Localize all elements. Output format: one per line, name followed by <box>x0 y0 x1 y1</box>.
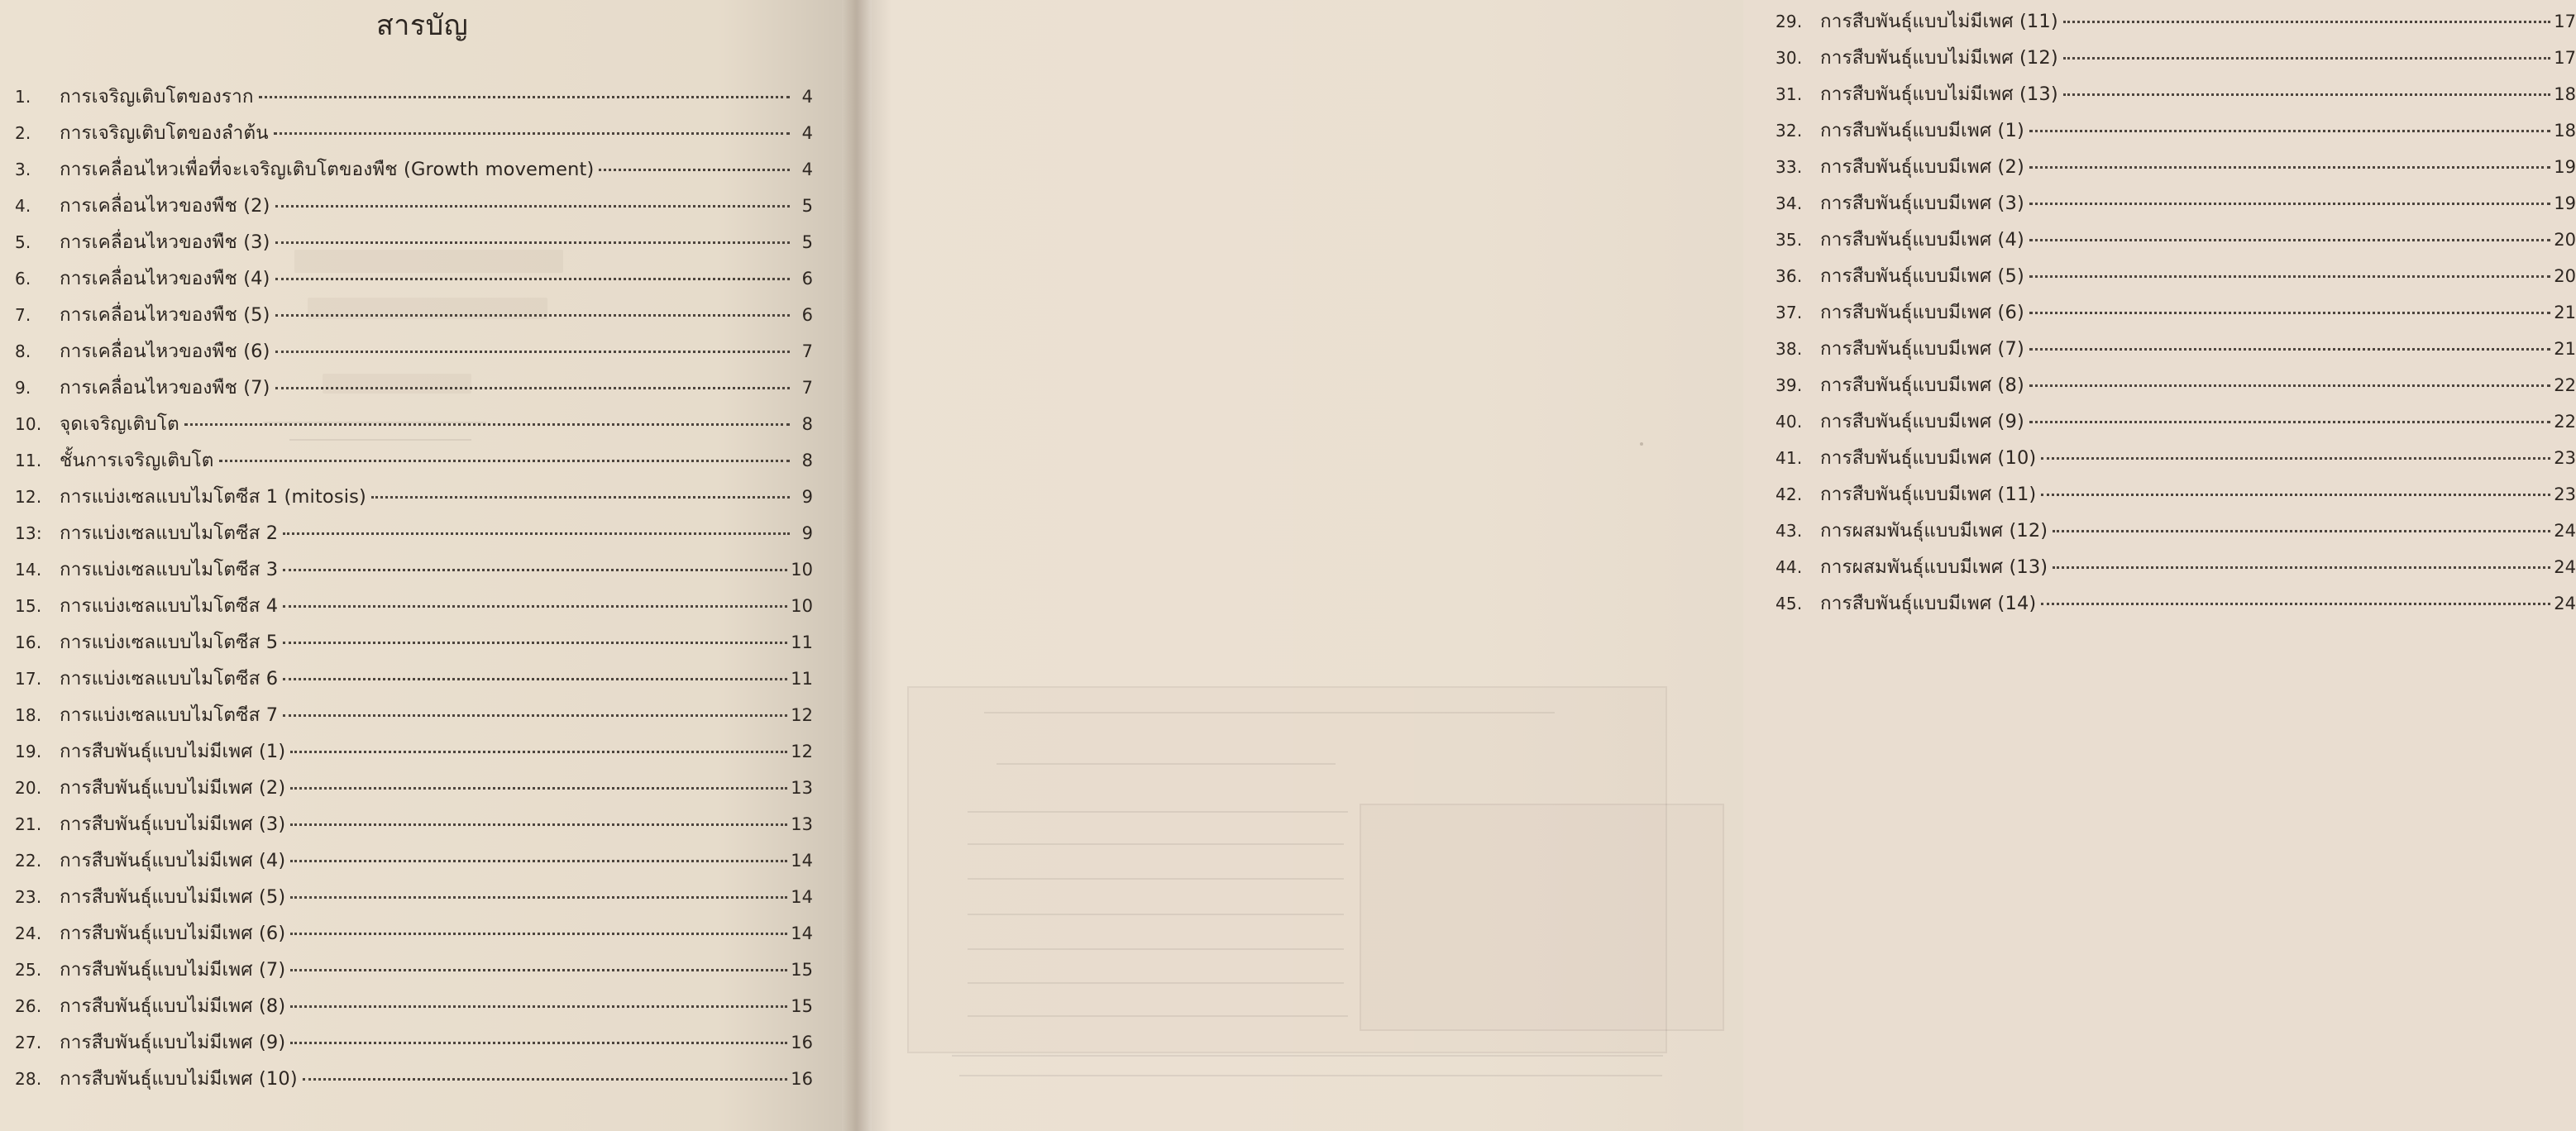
toc-entry-number: 26. <box>15 996 42 1016</box>
toc-entry <box>1775 449 2576 485</box>
background-bleed-line <box>968 878 1344 880</box>
toc-entry-title: การสืบพันธุ์แบบไม่มีเพศ (10) <box>60 1068 298 1090</box>
dot-leader <box>290 860 787 862</box>
background-bleed-line <box>968 843 1344 845</box>
toc-left-list <box>15 88 813 1106</box>
toc-entry <box>15 561 813 597</box>
toc-entry-title: การสืบพันธุ์แบบไม่มีเพศ (3) <box>60 814 286 835</box>
toc-entry-page-number: 15 <box>791 960 813 980</box>
toc-entry <box>15 451 813 488</box>
dot-leader <box>290 787 787 790</box>
toc-entry-page-number: 6 <box>801 305 813 325</box>
toc-entry-number: 39. <box>1775 375 1803 395</box>
toc-entry-title: การแบ่งเซลแบบไมโตซีส 2 <box>60 523 279 544</box>
toc-entry <box>1775 122 2576 158</box>
toc-entry-title: การสืบพันธุ์แบบไม่มีเพศ (9) <box>60 1032 286 1053</box>
toc-entry-page-number: 14 <box>791 851 813 871</box>
background-bleed-line <box>996 763 1336 765</box>
toc-entry-title: การผสมพันธุ์แบบมีเพศ (12) <box>1820 520 2048 542</box>
left-page <box>0 0 856 1131</box>
dot-leader <box>290 1005 787 1008</box>
dot-leader <box>2041 494 2550 496</box>
dot-leader <box>290 896 787 899</box>
toc-entry-number: 19. <box>15 742 42 761</box>
toc-entry-number: 21. <box>15 814 42 834</box>
dot-leader <box>2029 203 2550 205</box>
dot-leader <box>2029 166 2550 169</box>
toc-entry <box>1775 267 2576 303</box>
paper-speck <box>1640 442 1643 446</box>
toc-entry-number: 29. <box>1775 12 1803 31</box>
toc-entry-page-number: 8 <box>801 414 813 434</box>
toc-entry-page-number: 22 <box>2554 412 2576 432</box>
dot-leader <box>2029 239 2550 241</box>
toc-entry <box>15 488 813 524</box>
dot-leader <box>290 969 787 971</box>
dot-leader <box>290 823 787 826</box>
toc-entry-number: 43. <box>1775 521 1803 541</box>
toc-entry-number: 40. <box>1775 412 1803 432</box>
background-bleed-line <box>968 1015 1348 1017</box>
dot-leader <box>219 460 790 462</box>
toc-entry <box>1775 158 2576 194</box>
toc-entry-number: 11. <box>15 451 42 470</box>
toc-entry-number: 41. <box>1775 448 1803 468</box>
dot-leader <box>275 314 790 317</box>
toc-entry-number: 23. <box>15 887 42 907</box>
dot-leader <box>275 278 790 280</box>
toc-entry-page-number: 17 <box>2554 12 2576 31</box>
toc-entry <box>15 742 813 779</box>
toc-entry <box>15 633 813 670</box>
toc-entry-title: การสืบพันธุ์แบบไม่มีเพศ (2) <box>60 777 286 799</box>
dot-leader <box>2063 21 2550 23</box>
toc-entry-page-number: 9 <box>801 523 813 543</box>
dot-leader <box>275 241 790 244</box>
toc-entry-title: การเคลื่อนไหวของพืช (6) <box>60 341 270 362</box>
toc-entry-title: การสืบพันธุ์แบบมีเพศ (4) <box>1820 229 2024 251</box>
toc-entry-number: 10. <box>15 414 42 434</box>
dot-leader <box>283 569 787 571</box>
dot-leader <box>2029 312 2550 314</box>
toc-entry-title: การสืบพันธุ์แบบมีเพศ (9) <box>1820 411 2024 432</box>
toc-entry-title: การสืบพันธุ์แบบมีเพศ (5) <box>1820 265 2024 287</box>
toc-entry <box>15 888 813 924</box>
toc-entry-page-number: 4 <box>801 123 813 143</box>
toc-entry <box>1775 12 2576 49</box>
toc-entry-title: การแบ่งเซลแบบไมโตซีส 5 <box>60 632 279 653</box>
toc-entry-title: การแบ่งเซลแบบไมโตซีส 1 (mitosis) <box>60 486 366 508</box>
toc-entry <box>15 852 813 888</box>
toc-entry-number: 24. <box>15 923 42 943</box>
toc-entry-title: การสืบพันธุ์แบบไม่มีเพศ (1) <box>60 741 286 762</box>
toc-entry-number: 22. <box>15 851 42 871</box>
toc-entry-title: การเคลื่อนไหวของพืช (7) <box>60 377 270 398</box>
toc-entry-number: 13: <box>15 523 42 543</box>
dot-leader <box>2029 421 2550 423</box>
toc-entry-number: 16. <box>15 632 42 652</box>
toc-entry <box>15 1070 813 1106</box>
background-bleed-line <box>952 1055 1663 1057</box>
toc-entry-number: 2. <box>15 123 31 143</box>
toc-entry-title: การสืบพันธุ์แบบมีเพศ (6) <box>1820 302 2024 323</box>
toc-entry <box>15 670 813 706</box>
toc-entry-number: 30. <box>1775 48 1803 68</box>
toc-entry <box>1775 303 2576 340</box>
toc-entry <box>1775 85 2576 122</box>
toc-entry <box>15 88 813 124</box>
dot-leader <box>303 1078 787 1081</box>
toc-entry-number: 42. <box>1775 484 1803 504</box>
dot-leader <box>184 423 790 426</box>
toc-entry-number: 35. <box>1775 230 1803 250</box>
toc-entry <box>15 197 813 233</box>
toc-entry-number: 31. <box>1775 84 1803 104</box>
toc-entry <box>1775 522 2576 558</box>
toc-entry-title: การเคลื่อนไหวของพืช (3) <box>60 231 270 253</box>
dot-leader <box>259 96 790 98</box>
toc-entry-title: การแบ่งเซลแบบไมโตซีส 6 <box>60 668 279 690</box>
toc-entry <box>15 342 813 379</box>
toc-entry-title: การสืบพันธุ์แบบไม่มีเพศ (4) <box>60 850 286 871</box>
toc-entry-page-number: 7 <box>801 378 813 398</box>
dot-leader <box>283 642 787 644</box>
toc-entry-page-number: 22 <box>2554 375 2576 395</box>
toc-entry-title: การสืบพันธุ์แบบมีเพศ (1) <box>1820 120 2024 141</box>
toc-entry-title: การสืบพันธุ์แบบไม่มีเพศ (6) <box>60 923 286 944</box>
toc-entry-page-number: 11 <box>791 669 813 689</box>
toc-entry <box>15 961 813 997</box>
dot-leader <box>283 605 787 608</box>
dot-leader <box>275 205 790 208</box>
toc-right-list <box>1775 12 2576 631</box>
toc-entry-title: การแบ่งเซลแบบไมโตซีส 7 <box>60 704 279 726</box>
toc-entry-title: ชั้นการเจริญเติบโต <box>60 450 214 471</box>
toc-entry-number: 37. <box>1775 303 1803 322</box>
background-bleed-line <box>968 948 1344 950</box>
toc-entry-number: 20. <box>15 778 42 798</box>
toc-entry-page-number: 13 <box>791 778 813 798</box>
toc-entry <box>1775 49 2576 85</box>
toc-entry-number: 14. <box>15 560 42 580</box>
dot-leader <box>2053 530 2550 532</box>
dot-leader <box>599 169 790 171</box>
toc-entry-title: การสืบพันธุ์แบบไม่มีเพศ (7) <box>60 959 286 981</box>
toc-entry <box>1775 413 2576 449</box>
background-bleed-line <box>959 1075 1662 1076</box>
toc-entry <box>1775 594 2576 631</box>
toc-entry-page-number: 16 <box>791 1069 813 1089</box>
dot-leader <box>2029 384 2550 387</box>
toc-entry-page-number: 9 <box>801 487 813 507</box>
toc-entry-number: 7. <box>15 305 31 325</box>
toc-entry <box>15 524 813 561</box>
toc-entry <box>1775 194 2576 231</box>
toc-entry <box>15 1033 813 1070</box>
toc-entry-page-number: 12 <box>791 705 813 725</box>
dot-leader <box>2053 566 2550 569</box>
toc-entry-title: การสืบพันธุ์แบบมีเพศ (8) <box>1820 375 2024 396</box>
toc-entry <box>15 997 813 1033</box>
toc-entry-number: 18. <box>15 705 42 725</box>
toc-entry <box>15 270 813 306</box>
toc-entry-page-number: 17 <box>2554 48 2576 68</box>
toc-entry-number: 4. <box>15 196 31 216</box>
dot-leader <box>2029 348 2550 351</box>
toc-entry-page-number: 4 <box>801 160 813 179</box>
background-bleed-line <box>968 811 1348 813</box>
toc-entry-page-number: 23 <box>2554 448 2576 468</box>
toc-entry-page-number: 16 <box>791 1033 813 1052</box>
toc-entry-title: จุดเจริญเติบโต <box>60 413 179 435</box>
toc-entry <box>1775 485 2576 522</box>
toc-entry-number: 45. <box>1775 594 1803 613</box>
toc-entry-number: 33. <box>1775 157 1803 177</box>
background-bleed-line <box>984 712 1555 713</box>
dot-leader <box>290 933 787 935</box>
toc-entry-number: 12. <box>15 487 42 507</box>
toc-entry <box>1775 376 2576 413</box>
toc-entry-title: การเคลื่อนไหวของพืช (5) <box>60 304 270 326</box>
toc-entry-title: การสืบพันธุ์แบบไม่มีเพศ (8) <box>60 995 286 1017</box>
toc-entry-page-number: 24 <box>2554 594 2576 613</box>
toc-entry <box>1775 340 2576 376</box>
toc-entry <box>1775 231 2576 267</box>
toc-entry-page-number: 19 <box>2554 157 2576 177</box>
toc-entry-title: การสืบพันธุ์แบบมีเพศ (10) <box>1820 447 2037 469</box>
toc-entry-title: การสืบพันธุ์แบบมีเพศ (2) <box>1820 156 2024 178</box>
toc-entry-page-number: 23 <box>2554 484 2576 504</box>
toc-entry-page-number: 13 <box>791 814 813 834</box>
dot-leader <box>2063 93 2550 96</box>
toc-entry <box>15 779 813 815</box>
toc-entry-title: การสืบพันธุ์แบบมีเพศ (11) <box>1820 484 2037 505</box>
dot-leader <box>275 387 790 389</box>
toc-entry-title: การแบ่งเซลแบบไมโตซีส 3 <box>60 559 279 580</box>
toc-entry-title: การสืบพันธุ์แบบมีเพศ (7) <box>1820 338 2024 360</box>
dot-leader <box>371 496 790 499</box>
toc-entry-page-number: 24 <box>2554 521 2576 541</box>
toc-entry-number: 34. <box>1775 193 1803 213</box>
toc-entry-page-number: 18 <box>2554 121 2576 141</box>
dot-leader <box>2041 457 2550 460</box>
toc-entry-number: 38. <box>1775 339 1803 359</box>
right-page <box>856 0 2576 1131</box>
toc-entry-title: การสืบพันธุ์แบบมีเพศ (3) <box>1820 193 2024 214</box>
toc-entry-page-number: 14 <box>791 923 813 943</box>
background-bleed-box <box>1360 804 1724 1031</box>
toc-entry-page-number: 18 <box>2554 84 2576 104</box>
toc-entry <box>15 124 813 160</box>
toc-entry-page-number: 7 <box>801 341 813 361</box>
toc-entry-number: 44. <box>1775 557 1803 577</box>
toc-entry <box>15 379 813 415</box>
toc-entry <box>1775 558 2576 594</box>
toc-entry-title: การสืบพันธุ์แบบไม่มีเพศ (5) <box>60 886 286 908</box>
toc-entry-title: การเคลื่อนไหวเพื่อที่จะเจริญเติบโตของพืช (Growth movement) <box>60 159 595 180</box>
toc-entry-number: 17. <box>15 669 42 689</box>
toc-entry-page-number: 10 <box>791 596 813 616</box>
dot-leader <box>283 714 787 717</box>
toc-entry-page-number: 14 <box>791 887 813 907</box>
toc-entry-number: 25. <box>15 960 42 980</box>
page-title: สารบัญ <box>376 9 469 42</box>
toc-entry <box>15 706 813 742</box>
toc-entry <box>15 597 813 633</box>
dot-leader <box>275 351 790 353</box>
toc-entry <box>15 306 813 342</box>
toc-entry-title: การเจริญเติบโตของลำต้น <box>60 122 269 144</box>
toc-entry-title: การผสมพันธุ์แบบมีเพศ (13) <box>1820 556 2048 578</box>
toc-entry-page-number: 6 <box>801 269 813 289</box>
dot-leader <box>2029 130 2550 132</box>
toc-entry-number: 1. <box>15 87 31 107</box>
toc-entry-title: การเคลื่อนไหวของพืช (2) <box>60 195 270 217</box>
toc-entry-number: 5. <box>15 232 31 252</box>
toc-entry-page-number: 24 <box>2554 557 2576 577</box>
toc-entry-title: การสืบพันธุ์แบบไม่มีเพศ (13) <box>1820 84 2058 105</box>
toc-entry-title: การสืบพันธุ์แบบมีเพศ (14) <box>1820 593 2037 614</box>
dot-leader <box>2063 57 2550 60</box>
toc-entry-title: การแบ่งเซลแบบไมโตซีส 4 <box>60 595 279 617</box>
toc-entry-page-number: 5 <box>801 196 813 216</box>
toc-entry-page-number: 12 <box>791 742 813 761</box>
toc-entry-number: 8. <box>15 341 31 361</box>
toc-entry-title: การเคลื่อนไหวของพืช (4) <box>60 268 270 289</box>
toc-entry <box>15 924 813 961</box>
toc-entry <box>15 233 813 270</box>
dot-leader <box>283 678 787 680</box>
toc-entry-page-number: 10 <box>791 560 813 580</box>
toc-entry-title: การสืบพันธุ์แบบไม่มีเพศ (11) <box>1820 11 2058 32</box>
dot-leader <box>290 1042 787 1044</box>
toc-entry-page-number: 20 <box>2554 266 2576 286</box>
background-bleed-line <box>968 914 1344 915</box>
toc-entry <box>15 815 813 852</box>
toc-entry <box>15 415 813 451</box>
toc-entry-number: 27. <box>15 1033 42 1052</box>
toc-entry-number: 9. <box>15 378 31 398</box>
toc-entry-page-number: 20 <box>2554 230 2576 250</box>
toc-entry-page-number: 11 <box>791 632 813 652</box>
toc-entry-number: 15. <box>15 596 42 616</box>
dot-leader <box>2029 275 2550 278</box>
toc-entry-number: 32. <box>1775 121 1803 141</box>
toc-entry-page-number: 21 <box>2554 303 2576 322</box>
toc-entry-number: 36. <box>1775 266 1803 286</box>
toc-entry-number: 28. <box>15 1069 42 1089</box>
toc-entry-title: การเจริญเติบโตของราก <box>60 86 254 107</box>
dot-leader <box>290 751 787 753</box>
toc-entry-page-number: 8 <box>801 451 813 470</box>
toc-entry <box>15 160 813 197</box>
background-bleed-line <box>968 982 1344 984</box>
toc-entry-title: การสืบพันธุ์แบบไม่มีเพศ (12) <box>1820 47 2058 69</box>
toc-entry-page-number: 15 <box>791 996 813 1016</box>
toc-entry-page-number: 5 <box>801 232 813 252</box>
dot-leader <box>2041 603 2550 605</box>
dot-leader <box>283 532 790 535</box>
toc-entry-number: 6. <box>15 269 31 289</box>
toc-entry-page-number: 21 <box>2554 339 2576 359</box>
dot-leader <box>274 132 790 135</box>
toc-entry-page-number: 19 <box>2554 193 2576 213</box>
toc-entry-number: 3. <box>15 160 31 179</box>
toc-entry-page-number: 4 <box>801 87 813 107</box>
